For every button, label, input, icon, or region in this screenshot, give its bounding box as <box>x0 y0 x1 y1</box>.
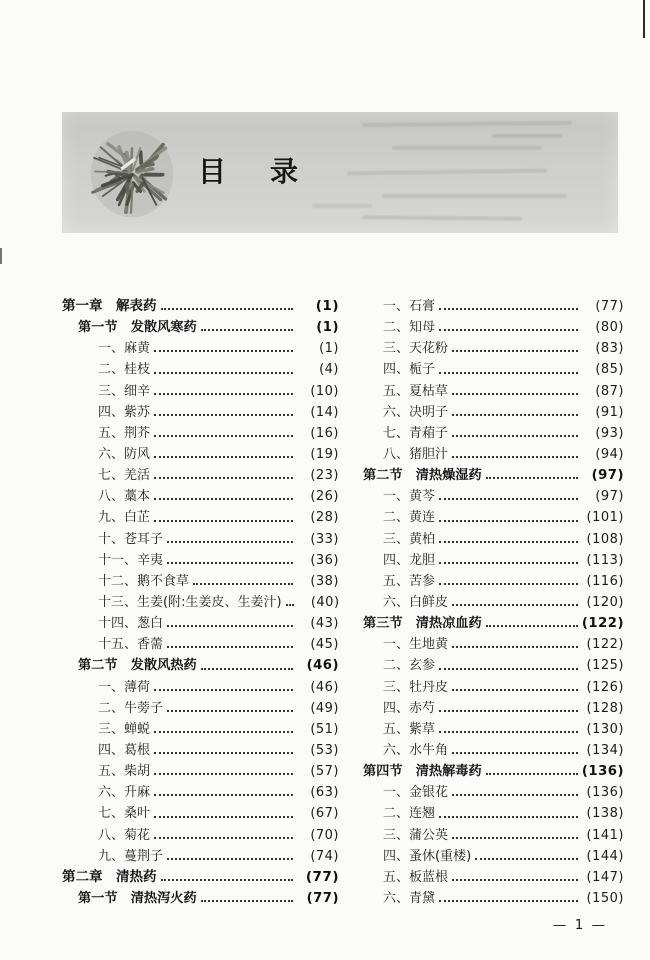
toc-row <box>347 655 624 676</box>
bleed-through-text <box>362 215 522 220</box>
toc-row <box>62 888 339 909</box>
dot-leader <box>452 837 578 839</box>
toc-row <box>62 402 339 423</box>
toc-entry-page: (16) <box>310 425 339 441</box>
dot-leader <box>167 625 293 627</box>
dot-leader <box>154 731 293 733</box>
toc-row <box>347 846 624 867</box>
dot-leader <box>439 668 578 670</box>
toc-entry-label: 十二、鹅不食草 <box>98 573 190 589</box>
toc-entry-page: (1) <box>319 341 339 357</box>
toc-row <box>62 677 339 698</box>
dot-leader <box>439 541 578 543</box>
toc-row <box>62 444 339 465</box>
dot-leader <box>452 604 578 606</box>
toc-entry-page: (38) <box>310 573 339 589</box>
dot-leader <box>154 837 293 839</box>
toc-entry-page: (113) <box>586 552 624 568</box>
dot-leader <box>452 414 578 416</box>
toc-row <box>347 444 624 465</box>
toc-entry-label: 五、荆芥 <box>98 425 151 441</box>
toc-entry-label: 一、薄荷 <box>98 679 151 695</box>
dot-leader <box>439 731 578 733</box>
dot-leader <box>452 435 578 437</box>
toc <box>62 296 624 909</box>
toc-entry-label: 第四节 清热解毒药 <box>363 764 482 780</box>
dot-leader <box>154 456 293 458</box>
toc-row <box>62 571 339 592</box>
dot-leader <box>201 329 293 331</box>
toc-entry-page: (141) <box>586 827 624 843</box>
toc-entry-label: 一、石膏 <box>383 298 436 314</box>
scan-artifact-left <box>0 248 2 264</box>
dot-leader <box>439 583 578 585</box>
herb-photo <box>84 126 180 222</box>
toc-entry-label: 四、栀子 <box>383 362 436 378</box>
toc-entry-page: (45) <box>310 637 339 653</box>
bleed-through-text <box>362 121 572 127</box>
toc-entry-label: 三、黄柏 <box>383 531 436 547</box>
toc-entry-page: (101) <box>586 510 624 526</box>
toc-entry-label: 七、青葙子 <box>383 425 449 441</box>
dot-leader <box>154 435 293 437</box>
toc-left-column <box>62 296 339 909</box>
toc-entry-page: (130) <box>586 721 624 737</box>
toc-row <box>347 719 624 740</box>
dot-leader <box>201 668 293 670</box>
toc-entry-label: 七、羌活 <box>98 468 151 484</box>
toc-entry-label: 六、升麻 <box>98 785 151 801</box>
dot-leader <box>439 329 578 331</box>
toc-entry-page: (120) <box>586 594 624 610</box>
dot-leader <box>154 752 293 754</box>
toc-row <box>62 550 339 571</box>
toc-entry-label: 第一节 清热泻火药 <box>78 890 197 906</box>
toc-row <box>62 655 339 676</box>
toc-entry-page: (122) <box>581 616 624 632</box>
toc-row <box>347 761 624 782</box>
toc-entry-page: (126) <box>586 679 624 695</box>
toc-entry-label: 十四、葱白 <box>98 616 164 632</box>
dot-leader <box>439 816 578 818</box>
toc-entry-label: 三、牡丹皮 <box>383 679 449 695</box>
bleed-through-text <box>382 194 567 198</box>
toc-entry-label: 六、水牛角 <box>383 742 449 758</box>
toc-entry-label: 五、板蓝根 <box>383 869 449 885</box>
toc-row <box>62 698 339 719</box>
toc-entry-label: 五、柴胡 <box>98 764 151 780</box>
toc-entry-page: (147) <box>586 869 624 885</box>
toc-row <box>62 867 339 888</box>
toc-row <box>347 740 624 761</box>
toc-row <box>347 782 624 803</box>
dot-leader <box>167 541 293 543</box>
toc-entry-label: 六、防风 <box>98 446 151 462</box>
toc-entry-page: (128) <box>586 700 624 716</box>
toc-entry-label: 五、夏枯草 <box>383 383 449 399</box>
dot-leader <box>452 393 578 395</box>
toc-entry-page: (63) <box>310 785 339 801</box>
toc-row <box>347 423 624 444</box>
toc-row <box>347 402 624 423</box>
toc-entry-label: 一、金银花 <box>383 785 449 801</box>
toc-entry-page: (97) <box>595 489 624 505</box>
toc-entry-page: (77) <box>595 298 624 314</box>
toc-entry-label: 第二节 发散风热药 <box>78 658 197 674</box>
toc-entry-label: 五、苦参 <box>383 573 436 589</box>
dot-leader <box>452 350 578 352</box>
dot-leader <box>452 794 578 796</box>
dot-leader <box>475 858 578 860</box>
toc-entry-label: 四、龙胆 <box>383 552 436 568</box>
toc-entry-page: (87) <box>595 383 624 399</box>
toc-row <box>347 381 624 402</box>
toc-entry-page: (94) <box>595 446 624 462</box>
toc-row <box>62 296 339 317</box>
toc-entry-label: 七、桑叶 <box>98 806 151 822</box>
bleed-through-text <box>312 204 372 208</box>
toc-row <box>62 740 339 761</box>
toc-entry-label: 二、玄参 <box>383 658 436 674</box>
toc-entry-label: 第一章 解表药 <box>62 297 157 314</box>
toc-right-column <box>347 296 624 909</box>
toc-row <box>347 359 624 380</box>
dot-leader <box>439 710 578 712</box>
toc-entry-page: (67) <box>310 806 339 822</box>
dot-leader <box>439 900 578 902</box>
toc-row <box>347 486 624 507</box>
dot-leader <box>154 520 293 522</box>
dot-leader <box>452 689 578 691</box>
page-title: 目 录 <box>198 155 307 188</box>
dot-leader <box>439 372 578 374</box>
toc-row <box>347 338 624 359</box>
dot-leader <box>154 393 293 395</box>
dot-leader <box>201 900 293 902</box>
dot-leader <box>452 752 578 754</box>
toc-entry-label: 一、黄芩 <box>383 489 436 505</box>
toc-row <box>62 719 339 740</box>
page-number: — 1 — <box>552 917 608 933</box>
toc-row <box>347 550 624 571</box>
toc-row <box>347 507 624 528</box>
dot-leader <box>161 879 294 881</box>
toc-row <box>62 803 339 824</box>
dot-leader <box>161 308 294 310</box>
toc-row <box>62 634 339 655</box>
toc-entry-page: (70) <box>310 827 339 843</box>
toc-entry-page: (108) <box>586 531 624 547</box>
toc-entry-label: 三、蝉蜕 <box>98 721 151 737</box>
toc-row <box>347 888 624 909</box>
toc-row <box>62 486 339 507</box>
toc-row <box>347 296 624 317</box>
toc-row <box>62 613 339 634</box>
dot-leader <box>154 816 293 818</box>
toc-entry-label: 一、生地黄 <box>383 637 449 653</box>
toc-entry-page: (10) <box>310 383 339 399</box>
dot-leader <box>154 414 293 416</box>
toc-entry-label: 四、紫苏 <box>98 404 151 420</box>
toc-row <box>347 529 624 550</box>
toc-entry-label: 十三、生姜(附:生姜皮、生姜汁) <box>98 594 282 610</box>
toc-row <box>62 846 339 867</box>
toc-entry-label: 第二节 清热燥湿药 <box>363 468 482 484</box>
toc-entry-page: (49) <box>310 700 339 716</box>
bleed-through-text <box>492 134 562 138</box>
toc-entry-page: (136) <box>581 764 624 780</box>
dot-leader <box>167 562 293 564</box>
toc-entry-label: 四、蚤休(重楼) <box>383 848 472 864</box>
toc-entry-page: (77) <box>306 890 339 906</box>
toc-entry-page: (57) <box>310 764 339 780</box>
toc-entry-page: (28) <box>310 510 339 526</box>
toc-entry-page: (19) <box>310 446 339 462</box>
toc-row <box>347 698 624 719</box>
toc-entry-page: (23) <box>310 468 339 484</box>
toc-entry-label: 二、知母 <box>383 320 436 336</box>
toc-row <box>62 529 339 550</box>
toc-entry-label: 九、白芷 <box>98 510 151 526</box>
dot-leader <box>452 456 578 458</box>
toc-entry-label: 八、猪胆汁 <box>383 446 449 462</box>
toc-entry-page: (136) <box>586 785 624 801</box>
toc-row <box>62 592 339 613</box>
toc-entry-page: (26) <box>310 489 339 505</box>
toc-entry-page: (125) <box>586 658 624 674</box>
toc-row <box>62 423 339 444</box>
toc-entry-label: 第三节 清热凉血药 <box>363 616 482 632</box>
toc-entry-page: (122) <box>586 637 624 653</box>
toc-row <box>62 317 339 338</box>
toc-row <box>62 507 339 528</box>
toc-row <box>347 634 624 655</box>
toc-entry-page: (80) <box>595 320 624 336</box>
toc-entry-page: (36) <box>310 552 339 568</box>
toc-row <box>347 613 624 634</box>
dot-leader <box>154 773 293 775</box>
toc-entry-page: (46) <box>306 658 339 674</box>
toc-entry-label: 十一、辛夷 <box>98 552 164 568</box>
dot-leader <box>286 604 294 606</box>
toc-entry-label: 四、葛根 <box>98 742 151 758</box>
toc-entry-page: (43) <box>310 616 339 632</box>
toc-entry-label: 三、细辛 <box>98 383 151 399</box>
toc-row <box>62 782 339 803</box>
toc-row <box>347 317 624 338</box>
toc-row <box>62 761 339 782</box>
toc-row <box>62 825 339 846</box>
toc-entry-page: (93) <box>595 425 624 441</box>
toc-row <box>347 867 624 888</box>
dot-leader <box>154 498 293 500</box>
toc-row <box>347 571 624 592</box>
toc-entry-page: (77) <box>305 868 339 885</box>
toc-entry-page: (91) <box>595 404 624 420</box>
toc-entry-label: 一、麻黄 <box>98 341 151 357</box>
toc-entry-label: 六、白鲜皮 <box>383 594 449 610</box>
dot-leader <box>154 477 293 479</box>
toc-entry-page: (46) <box>310 679 339 695</box>
toc-entry-page: (74) <box>310 848 339 864</box>
toc-entry-label: 二、黄连 <box>383 510 436 526</box>
dot-leader <box>439 498 578 500</box>
toc-entry-label: 十、苍耳子 <box>98 531 164 547</box>
toc-row <box>347 803 624 824</box>
dot-leader <box>452 879 578 881</box>
toc-entry-label: 十五、香薷 <box>98 637 164 653</box>
toc-entry-label: 三、天花粉 <box>383 341 449 357</box>
toc-row <box>347 825 624 846</box>
toc-row <box>62 359 339 380</box>
bleed-through-text <box>347 169 547 176</box>
dot-leader <box>154 372 293 374</box>
dot-leader <box>167 858 293 860</box>
toc-entry-page: (150) <box>586 890 624 906</box>
toc-row <box>62 338 339 359</box>
toc-entry-label: 九、蔓荆子 <box>98 848 164 864</box>
header-band <box>62 112 618 233</box>
toc-entry-label: 五、紫草 <box>383 721 436 737</box>
toc-row <box>347 465 624 486</box>
dot-leader <box>193 583 293 585</box>
toc-entry-label: 六、决明子 <box>383 404 449 420</box>
toc-row <box>62 465 339 486</box>
dot-leader <box>439 562 578 564</box>
toc-row <box>347 677 624 698</box>
toc-entry-page: (1) <box>316 320 339 336</box>
toc-entry-label: 八、菊花 <box>98 827 151 843</box>
dot-leader <box>154 794 293 796</box>
dot-leader <box>154 350 293 352</box>
toc-entry-page: (83) <box>595 341 624 357</box>
toc-row <box>347 592 624 613</box>
toc-entry-page: (144) <box>586 848 624 864</box>
dot-leader <box>439 308 578 310</box>
toc-entry-page: (14) <box>310 404 339 420</box>
toc-entry-page: (116) <box>586 573 624 589</box>
toc-entry-label: 第一节 发散风寒药 <box>78 320 197 336</box>
toc-entry-label: 二、牛蒡子 <box>98 700 164 716</box>
toc-entry-label: 三、蒲公英 <box>383 827 449 843</box>
dot-leader <box>452 646 578 648</box>
toc-entry-label: 四、赤芍 <box>383 700 436 716</box>
toc-entry-label: 八、藁本 <box>98 489 151 505</box>
toc-entry-page: (138) <box>586 806 624 822</box>
dot-leader <box>167 710 293 712</box>
toc-entry-label: 二、连翘 <box>383 806 436 822</box>
toc-entry-page: (85) <box>595 362 624 378</box>
toc-entry-page: (53) <box>310 742 339 758</box>
dot-leader <box>439 520 578 522</box>
toc-entry-page: (4) <box>319 362 339 378</box>
bleed-through-text <box>392 146 542 150</box>
toc-entry-label: 二、桂枝 <box>98 362 151 378</box>
toc-entry-page: (1) <box>315 297 339 314</box>
toc-entry-page: (134) <box>586 742 624 758</box>
dot-leader <box>486 773 578 775</box>
toc-entry-page: (40) <box>310 594 340 610</box>
toc-row <box>62 381 339 402</box>
toc-entry-page: (97) <box>591 468 624 484</box>
scan-artifact-right <box>643 0 645 38</box>
dot-leader <box>167 646 293 648</box>
toc-entry-label: 六、青黛 <box>383 890 436 906</box>
toc-entry-page: (51) <box>310 721 339 737</box>
dot-leader <box>486 477 578 479</box>
toc-entry-label: 第二章 清热药 <box>62 868 157 885</box>
dot-leader <box>486 625 578 627</box>
dot-leader <box>154 689 293 691</box>
toc-entry-page: (33) <box>310 531 339 547</box>
